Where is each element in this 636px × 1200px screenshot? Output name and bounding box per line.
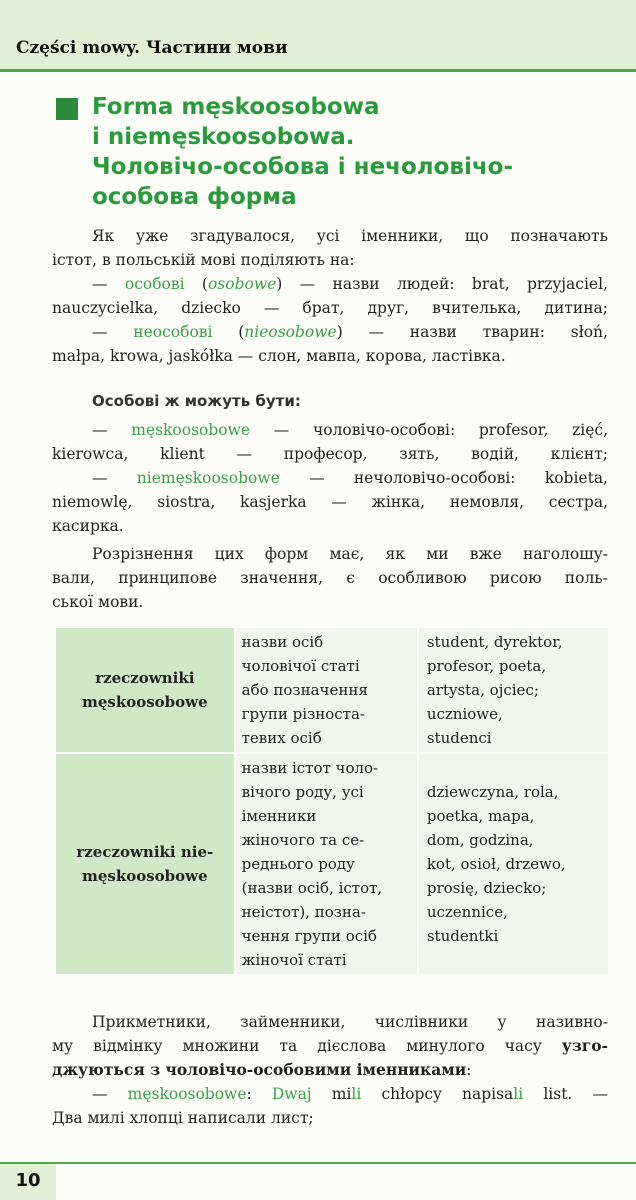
- row-examples: student, dyrektor, profesor, poeta, artysta, ojciec; uczniowe, studenci: [418, 627, 609, 753]
- text-line: Розрізнення цих форм має, як ми вже наголошу-: [92, 545, 608, 563]
- row-description: назви істот чоло- вічого роду, усі іменники жіночого та се- реднього роду (назви осіб, істот, неістот), позна- чення групи осіб жіночої статі: [235, 753, 418, 975]
- term-nieosobowe: nieosobowe: [244, 323, 337, 341]
- text-line: nauczycielka, dziecko — брат, друг, вчителька, дитина;: [52, 299, 608, 317]
- page-header: [0, 0, 636, 72]
- section-marker-icon: [56, 98, 78, 120]
- paragraph-types: [52, 418, 608, 538]
- row-examples: dziewczyna, rola, poetka, mapa, dom, godzina, kot, osioł, drzewo, prosię, dziecko; uczennice, studentki: [418, 753, 609, 975]
- text-line: niemowlę, siostra, kasjerka — жінка, немовля, сестра,: [52, 493, 608, 511]
- term-osobowe: osobowe: [207, 275, 277, 293]
- text-line: ської мови.: [52, 593, 144, 611]
- text-line: małpa, krowa, jaskółka — слон, мавпа, корова, ластівка.: [52, 347, 506, 365]
- row-label: rzeczowniki męskoosobowe: [55, 627, 235, 753]
- section-title: [92, 92, 612, 212]
- term-neosobovi: неособові: [133, 323, 213, 341]
- section-title-line: особова форма: [92, 184, 297, 210]
- paragraph-importance: [52, 542, 608, 614]
- section-title-line: i niemęskoosobowa.: [92, 124, 355, 150]
- section-title-line: Чоловічо-особова і нечоловічо-: [92, 154, 513, 180]
- text-line: kierowca, klient — професор, зять, водій, клієнт;: [52, 445, 608, 463]
- row-description: назви осіб чоловічої статі або позначення групи різноста- тевих осіб: [235, 627, 418, 753]
- table-row: [55, 627, 609, 753]
- text-line: — niemęskoosobowe — нечоловічо-особові: kobieta,: [92, 469, 608, 487]
- text-line: істот, в польській мові поділяють на:: [52, 251, 355, 269]
- text-line: — męskoosobowe — чоловічо-особові: profesor, zięć,: [92, 421, 608, 439]
- row-label: rzeczowniki nie- męskoosobowe: [55, 753, 235, 975]
- header-title: Części mowy. Частини мови: [16, 38, 288, 58]
- text-line: джуються з чоловічо-особовими іменниками:: [52, 1060, 472, 1079]
- paragraph-intro: [52, 224, 608, 368]
- footer-divider: [0, 1162, 636, 1164]
- term-osobowi: особові: [124, 275, 185, 293]
- page-number: 10: [0, 1164, 56, 1200]
- text-line: му відмінку множини та дієслова минулого часу узго-: [52, 1036, 608, 1055]
- text-line: — męskoosobowe: Dwaj mili chłopcy napisali list. —: [92, 1085, 608, 1103]
- paragraph-agreement: [52, 1010, 608, 1130]
- subheading: Особові ж можуть бути:: [92, 392, 301, 410]
- text-line: вали, принципове значення, є особливою рисою поль-: [52, 569, 608, 587]
- term-niemeskoosobowe: niemęskoosobowe: [136, 469, 280, 487]
- term-meskoosobowe: męskoosobowe: [131, 421, 251, 439]
- text-line: — особові (osobowe) — назви людей: brat, przyjaciel,: [92, 275, 608, 293]
- table-row: [55, 753, 609, 975]
- text-line: Прикметники, займенники, числівники у називно-: [92, 1013, 608, 1031]
- text-line: — неособові (nieosobowe) — назви тварин: słoń,: [92, 323, 608, 341]
- text-line: Два милі хлопці написали лист;: [52, 1109, 314, 1127]
- text-line: Як уже згадувалося, усі іменники, що позначають: [92, 227, 608, 245]
- text-line: касирка.: [52, 517, 124, 535]
- forms-table: [54, 626, 610, 976]
- section-title-line: Forma męskoosobowa: [92, 94, 380, 120]
